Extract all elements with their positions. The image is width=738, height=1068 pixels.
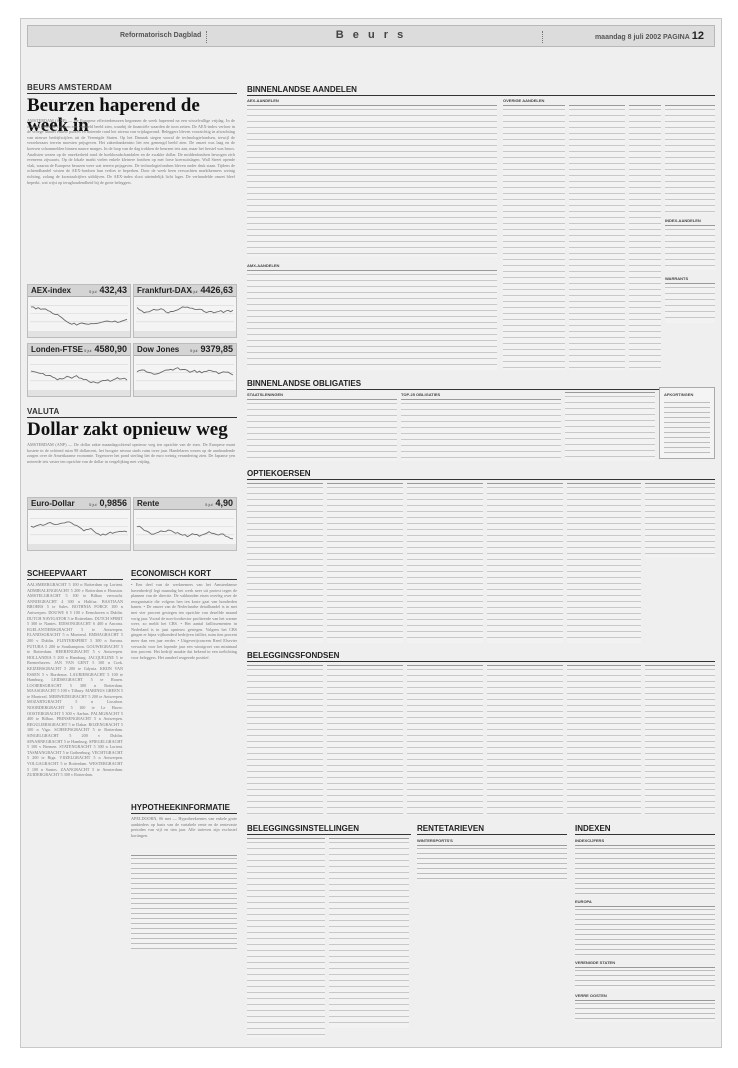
divider bbox=[247, 95, 715, 96]
chart-line bbox=[137, 368, 233, 375]
chart-dow bbox=[133, 343, 237, 397]
chart-name: Dow Jones bbox=[137, 345, 180, 354]
funds-table-4 bbox=[487, 665, 563, 815]
section-obligaties: BINNENLANDSE OBLIGATIES bbox=[247, 379, 362, 388]
section-optiekoersen: OPTIEKOERSEN bbox=[247, 469, 311, 478]
chart-value: 5 jul 4426,63 bbox=[190, 285, 233, 295]
other-shares-table-2 bbox=[569, 105, 625, 370]
chart-rente bbox=[133, 497, 237, 551]
chart-header bbox=[134, 285, 236, 297]
far-east-table bbox=[575, 1000, 715, 1022]
divider bbox=[247, 661, 715, 662]
chart-line bbox=[137, 526, 233, 539]
institutions-table-2 bbox=[329, 838, 409, 1028]
divider bbox=[27, 417, 237, 418]
divider bbox=[27, 93, 237, 94]
section-beleggingsinstellingen: BELEGGINGSINSTELLINGEN bbox=[247, 824, 360, 833]
funds-table-6 bbox=[645, 665, 715, 815]
options-table-1 bbox=[247, 483, 323, 643]
aex-shares-title: AEX-AANDELEN bbox=[247, 98, 279, 103]
chart-date: 5 jul bbox=[190, 289, 198, 294]
chart-plot bbox=[134, 356, 236, 389]
economic-title: ECONOMISCH KORT bbox=[131, 569, 211, 578]
page-date bbox=[595, 30, 704, 42]
newspaper-page bbox=[20, 18, 722, 1048]
state-loans-table bbox=[247, 399, 397, 461]
amx-shares-title: AMX-AANDELEN bbox=[247, 263, 280, 268]
chart-plot bbox=[28, 356, 130, 389]
economic-news: • Een deel van de werknemers van het Amsterdamse havenbedrijf legt maandag het werk neer uit protest tegen de plannen van de directie. De vakbonden eisen overleg over de reorganisatie die volgens hen ten koste gaat van honderden banen. • De omzet van de Nederlandse detailhandel is in mei met vier procent gestegen ten opzichte van dezelfde maand vorig jaar. Vooral de non-foodsector profiteerde van het warme weer, zo meldt het CBS. • Het aantal faillissementen in Nederland is in juni opnieuw gestegen. Volgens het CBS gingen er bijna vijfhonderd bedrijven failliet, ruim tien procent meer dan een jaar eerder. • Uitgeverijconcern Reed Elsevier verwacht voor het lopende jaar een winstgroei van minimaal tien procent. Het bedrijf maakte dat bekend in een toelichting voor beleggers. Het aandeel reageerde positief. bbox=[131, 582, 237, 660]
mortgage-intro: APELDOORN, 06 mei — Hypotheekrentes van enkele grote aanbieders op basis van de variabele rente en de rentevaste perioden van vijf en tien jaar. Alle tarieven zijn exclusief kortingen. bbox=[131, 816, 237, 838]
options-table-6 bbox=[645, 483, 715, 558]
article-body-valuta: AMSTERDAM (ANP) — De dollar zakte maandagochtend opnieuw weg ten opzichte van de euro. De Europese munt kostete in de ochtend ruim 98 dollarcent, het hoogste niveau sinds ruim twee jaar. Handelaren wezen op de aanhoudende zorgen over de Amerikaanse economie. Tegenover het pond sterling liet de euro weinig verandering zien. De Japanse yen noteerde iets vaster ten opzichte van de dollar in vergelijking met vrijdag. bbox=[27, 442, 235, 464]
options-table-2 bbox=[327, 483, 403, 643]
article-body-beurs: AMSTERDAM (ANP) — De Europese effectenbeurzen begonnen de week haperend na een wisselvallige vrijdag. In de ochtend lieten de fondsen een verdeeld beeld zien, waarbij de financiële waarden de toon zetten. De AEX-index verloor in de vroege handel enkele punten en noteerde rond het niveau van vrijdagavond. Beleggers bleven voorzichtig in afwachting van nieuwe bedrijfscijfers uit de Verenigde Staten. Op het Damrak stegen vooral de technologiefondsen, terwijl de verzekeraars terrein moesten prijsgeven. Het zakenbankentrio liet een gemengd beeld zien. De omzet was laag en de koersen schommelden binnen nauwe marges. In de loop van de dag trokken de beurzen iets aan, maar het herstel was broos. Analisten wezen op de onzekerheid rond de boekhoudschandalen en de zwakke dollar. De middenfondsen bewogen zich eveneens zijwaarts. Op de lokale markt vielen enkele kleinere fondsen op met forse koersuitslagen. Wall Street opende vlak, waarna de Europese beurzen weer wat terrein prijsgaven. De technologiefondsen bleven onder druk staan. Tijdens de ochtendhandel wisten de AEX-fondsen hun verlies te beperken. Door de week heen verwachten marktkenners weinig richting, zolang de kwartaalcijfers uitblijven. De AEX-index sloot uiteindelijk licht lager. De verhandelde omzet bleef beperkt, wat wijst op terughoudendheid bij de grote beleggers. bbox=[27, 118, 235, 185]
other-shares-table-1 bbox=[503, 105, 565, 370]
funds-table-3 bbox=[407, 665, 483, 815]
kicker-beurs-amsterdam: BEURS AMSTERDAM bbox=[27, 83, 112, 92]
chart-footer bbox=[134, 390, 236, 396]
chart-header bbox=[28, 498, 130, 510]
divider bbox=[417, 834, 567, 835]
usa-title: VERENIGDE STATEN bbox=[575, 960, 616, 965]
divider bbox=[247, 479, 715, 480]
funds-table-2 bbox=[327, 665, 403, 815]
europe-table bbox=[575, 906, 715, 956]
page-header bbox=[27, 25, 715, 47]
divider bbox=[247, 389, 715, 390]
index-shares-table bbox=[665, 225, 715, 270]
chart-aex bbox=[27, 284, 131, 338]
chart-date: 5 jul bbox=[205, 502, 213, 507]
far-east-title: VERRE OOSTEN bbox=[575, 993, 607, 998]
date-text: maandag 8 juli 2002 PAGINA bbox=[594, 34, 690, 41]
warrants-title: WARRANTS bbox=[665, 276, 689, 281]
chart-header bbox=[28, 344, 130, 356]
chart-footer bbox=[134, 331, 236, 337]
headline-dollar: Dollar zakt opnieuw weg bbox=[27, 419, 228, 440]
aex-shares-table bbox=[247, 105, 497, 257]
other-shares-table-3 bbox=[629, 105, 661, 370]
institutions-table-1 bbox=[247, 838, 325, 1038]
index-shares-title: INDEX-AANDELEN bbox=[665, 218, 701, 223]
chart-plot bbox=[28, 297, 130, 330]
divider bbox=[27, 579, 123, 580]
mortgage-title: HYPOTHEEKINFORMATIE bbox=[131, 803, 230, 812]
chart-footer bbox=[28, 331, 130, 337]
index-figures-table bbox=[575, 845, 715, 895]
chart-footer bbox=[134, 544, 236, 550]
funds-table-1 bbox=[247, 665, 323, 815]
other-shares-table-4 bbox=[665, 105, 715, 213]
section-title: B e u r s bbox=[335, 29, 407, 41]
shipping-list: AALSMEERGRACHT 5 100 n Rotterdam op Lorient. ADMIRALENGRACHT 5 200 v Rotterdam n Houston. AMSTELGRACHT 5 100 te Bilbao verwacht. ANNIEGRACHT 4 300 n Halifax. BASTIAAN BROERS 5 te Sales. BOTHNIA FORCE 100 n Antwerpen. DOUWE S 5 100 v Eemshaven n Dublin. DUTCH NAVIGATOR 5 te Rotterdam. DUTCH SPIRIT 5 300 te Nantes. EDISONGRACHT 6 400 n Ancona. EGELANTIERSGRACHT 5 te Antwerpen. ELANDSGRACHT 5 n Montreal. EMMAGRACHT 5 200 v Dublin. FLINTERSPIRIT 5 300 n Savona. FUTURA 5 200 te Southampton. GOUWEGRACHT 5 te Rotterdam. HEERENGRACHT 5 v Antwerpen. HOLLANDIA 5 200 n Hamburg. JACQUELINE 5 te Bremerhaven. JAN VAN GENT 5 100 n Cork. KEIZERSGRACHT 5 200 te Gdynia. KRIJN VAN ESSEN 5 v Bordeaux. LAURIERGRACHT 5 100 te Hamburg. LEIDSEGRACHT 5 te Rouen. LOOIERSGRACHT 5 300 n Rotterdam. MAASGRACHT 5 100 v Tilbury. MARINUS GREEN 5 te Montreal. MERWEDEGRACHT 5 200 te Antwerpen. MOZARTGRACHT 5 n Lissabon. NOORDERGRACHT 5 100 te Le Havre. OOSTERGRACHT 5 300 v Aarhus. PALMGRACHT 5 400 te Bilbao. PRINSENGRACHT 5 n Antwerpen. REGULIERSGRACHT 5 te Dakar. ROZENGRACHT 5 100 n Vigo. SCHEEPSGRACHT 5 te Rotterdam. SINGELGRACHT 5 200 v Dublin. SPAARNEGRACHT 5 te Hamburg. SPIEGELGRACHT 5 100 v Bremen. STATENGRACHT 5 300 n Lorient. TASMANGRACHT 5 te Gothenburg. VECHTGRACHT 5 200 te Riga. VIJZELGRACHT 5 n Antwerpen. VOLGAGRACHT 5 te Rotterdam. WESTERGRACHT 5 100 n Santos. ZAANGRACHT 5 te Amsterdam. ZUIDERGRACHT 5 300 v Rotterdam. bbox=[27, 582, 123, 778]
chart-date: 5 jul bbox=[190, 348, 198, 353]
top25-table bbox=[401, 399, 561, 461]
chart-date: 5 jul bbox=[84, 348, 92, 353]
chart-plot bbox=[134, 510, 236, 543]
mortgage-table bbox=[131, 855, 237, 949]
chart-name: Londen-FTSE bbox=[31, 345, 83, 354]
chart-header bbox=[134, 498, 236, 510]
amx-shares-table bbox=[247, 270, 497, 370]
chart-date: 5 jul bbox=[89, 289, 97, 294]
chart-line bbox=[137, 307, 233, 313]
chart-dax bbox=[133, 284, 237, 338]
chart-value: 5 jul 4,90 bbox=[205, 498, 233, 508]
options-table-4 bbox=[487, 483, 563, 643]
chart-line bbox=[31, 307, 127, 325]
chart-plot bbox=[28, 510, 130, 543]
divider bbox=[131, 579, 237, 580]
chart-value: 5 jul 9379,85 bbox=[190, 344, 233, 354]
chart-name: Rente bbox=[137, 499, 160, 508]
rates-table bbox=[417, 845, 567, 881]
page-number: 12 bbox=[691, 30, 704, 42]
chart-plot bbox=[134, 297, 236, 330]
usa-table bbox=[575, 967, 715, 989]
warrants-table bbox=[665, 283, 715, 323]
chart-header bbox=[134, 344, 236, 356]
top25-title: TOP-25 OBLIGATIES bbox=[401, 392, 441, 397]
chart-date: 5 jul bbox=[89, 502, 97, 507]
kicker-valuta: VALUTA bbox=[27, 407, 60, 416]
chart-ftse bbox=[27, 343, 131, 397]
abbreviations-list bbox=[664, 400, 710, 454]
index-figures-title: INDEXCIJFERS bbox=[575, 838, 605, 843]
options-table-3 bbox=[407, 483, 483, 643]
chart-name: Frankfurt-DAX bbox=[137, 286, 192, 295]
chart-value: 5 jul 432,43 bbox=[89, 285, 127, 295]
headline-beurzen: Beurzen haperend de week in bbox=[27, 95, 200, 136]
shipping-title: SCHEEPVAART bbox=[27, 569, 87, 578]
chart-line bbox=[31, 522, 127, 536]
section-indexen: INDEXEN bbox=[575, 824, 611, 833]
funds-table-5 bbox=[567, 665, 641, 815]
state-loans-title: STAATSLENINGEN bbox=[247, 392, 284, 397]
abbreviations-title: AFKORTINGEN bbox=[664, 392, 694, 397]
chart-name: AEX-index bbox=[31, 286, 72, 295]
bond-extra-table bbox=[565, 392, 655, 461]
chart-line bbox=[31, 371, 127, 383]
rate-subtitle: WINTERSPORTS'S bbox=[417, 838, 453, 843]
publication-name: Reformatorisch Dagblad bbox=[120, 32, 202, 39]
header-divider bbox=[542, 31, 543, 43]
chart-footer bbox=[28, 390, 130, 396]
chart-value: 5 jul 4580,90 bbox=[84, 344, 127, 354]
chart-value: 5 jul 0,9856 bbox=[89, 498, 127, 508]
section-beleggingsfondsen: BELEGGINGSFONDSEN bbox=[247, 651, 340, 660]
chart-footer bbox=[28, 544, 130, 550]
abbreviations-box bbox=[659, 387, 715, 459]
chart-euro-dollar bbox=[27, 497, 131, 551]
divider bbox=[575, 834, 715, 835]
divider bbox=[131, 813, 237, 814]
europe-title: EUROPA bbox=[575, 899, 592, 904]
section-rentetarieven: RENTETARIEVEN bbox=[417, 824, 484, 833]
section-binnenlandse-aandelen: BINNENLANDSE AANDELEN bbox=[247, 85, 357, 94]
other-shares-title: OVERIGE AANDELEN bbox=[503, 98, 545, 103]
divider bbox=[247, 834, 411, 835]
options-table-5 bbox=[567, 483, 641, 643]
chart-name: Euro-Dollar bbox=[31, 499, 75, 508]
chart-header bbox=[28, 285, 130, 297]
